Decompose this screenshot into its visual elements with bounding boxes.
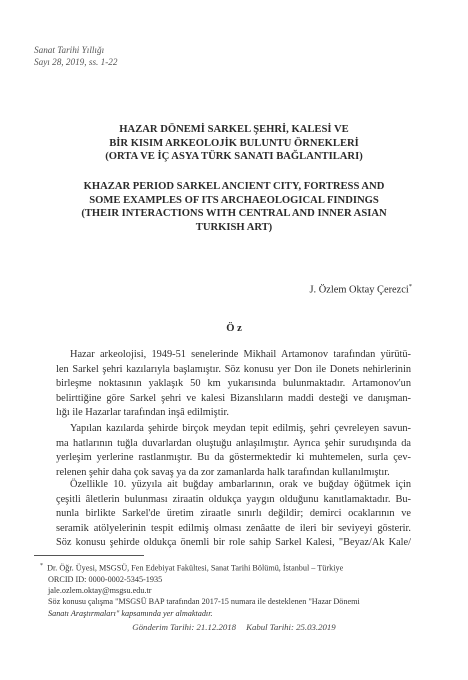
- journal-header: [34, 44, 117, 68]
- title-en-line: TURKISH ART): [195, 221, 273, 233]
- footnote-divider: [34, 555, 144, 556]
- footnote-support-cont: Sanatı Araştırmaları" kapsamında yer almaktadır.: [48, 608, 213, 618]
- title-en-line: SOME EXAMPLES OF ITS ARCHAEOLOGICAL FINDINGS: [89, 194, 379, 206]
- author-name: J. Özlem Oktay Çerezci: [309, 284, 409, 296]
- footnote: [40, 561, 360, 619]
- title-en-line: KHAZAR PERIOD SARKEL ANCIENT CITY, FORTRESS AND: [83, 181, 385, 192]
- journal-issue: Sayı 28, 2019, ss. 1-22: [34, 57, 118, 67]
- title-tr-line: (ORTA VE İÇ ASYA TÜRK SANATI BAĞLANTILARI): [105, 151, 363, 162]
- title-en-line: (THEIR INTERACTIONS WITH CENTRAL AND INNER ASIAN: [81, 208, 387, 219]
- footnote-support: Söz konusu çalışma "MSGSÜ BAP tarafından 2017-15 numara ile desteklenen "Hazar Dönemi: [48, 597, 360, 607]
- title-tr-line: HAZAR DÖNEMİ SARKEL ŞEHRİ, KALESİ VE: [119, 124, 349, 135]
- accepted-date: Kabul Tarihi: 25.03.2019: [246, 622, 336, 632]
- footnote-affiliation: Dr. Öğr. Üyesi, MSGSÜ, Fen Edebiyat Fakültesi, Sanat Tarihi Bölümü, İstanbul – Türkiye: [47, 563, 344, 573]
- text-line: çeşitli âletlerin bulunması ziraatin oldukça yaygın olduğunu kanıtlamaktadır. Bu-: [56, 493, 411, 505]
- text-line: lığı ile Hazarlar tarafından inşâ edilmiştir.: [56, 407, 229, 418]
- author: [310, 283, 413, 295]
- abstract-paragraph-2: [56, 422, 411, 480]
- text-line: Özellikle 10. yüzyıla ait buğday ambarlarının, orak ve buğday öğütmek için: [70, 479, 411, 490]
- title-tr-line: BİR KISIM ARKEOLOJİK BULUNTU ÖRNEKLERİ: [109, 137, 359, 149]
- text-line: nunla birlikte Sarkel'de üretim ziraatle sınırlı değildir; demirci ocaklarının ve: [56, 508, 411, 519]
- abstract-paragraph-3: [56, 478, 411, 551]
- footnote-mark: *: [40, 563, 43, 569]
- footnote-email[interactable]: jale.ozlem.oktay@msgsu.edu.tr: [48, 586, 152, 596]
- title-english: [40, 180, 428, 234]
- text-line: ma hatlarının tuğla duvarlardan oluştuğu anlaşılmıştır. Ayrıca şehir surudışında da: [56, 437, 411, 449]
- journal-name: Sanat Tarihi Yıllığı: [34, 45, 105, 55]
- text-line: len Sarkel şehri kazılarıyla başlamıştır. Söz konusu yer Don ile Donets nehirlerinin: [56, 363, 411, 375]
- footnote-line: [40, 561, 360, 574]
- text-line: Söz konusu şehirde oldukça önemli bir role sahip Sarkel Kalesi, "Beyaz/Ak Kale/: [56, 537, 411, 548]
- text-line: birleşme noktasının yaklaşık 50 km yukarısında bulunmaktadır. Artamonov'un: [56, 378, 411, 389]
- abstract-paragraph-1: [56, 348, 411, 421]
- text-line: seramik atölyelerinin tespit edilmiş olması zenâatte de ileri bir seviyeyi gösterir.: [56, 522, 411, 534]
- footnote-orcid: ORCID ID: 0000-0002-5345-1935: [48, 574, 163, 584]
- text-line: relenen şehir daha çok savaş ya da zor zamanlarda halk tarafından kullanılmıştır.: [56, 466, 390, 478]
- title-turkish: [40, 123, 428, 164]
- submission-dates: [0, 622, 468, 632]
- text-line: Yapılan kazılarda şehirde birçok meydan tepit edilmiş, şehri çevreleyen savun-: [70, 423, 411, 434]
- text-line: Hazar arkeolojisi, 1949-51 senelerinde Mikhail Artamonov tarafından yürütü-: [70, 349, 411, 360]
- sent-date: Gönderim Tarihi: 21.12.2018: [132, 622, 237, 632]
- abstract-heading: Ö z: [226, 323, 242, 334]
- author-footnote-mark: *: [408, 283, 412, 290]
- text-line: yerleşim yerlerine rastlanmıştır. Bu da göstermektedir ki muhtemelen, surla çev-: [56, 452, 411, 463]
- text-line: belirttiğine göre Sarkel şehri ve kalesi Bizanslıların maddi desteği ve danışman-: [56, 392, 411, 404]
